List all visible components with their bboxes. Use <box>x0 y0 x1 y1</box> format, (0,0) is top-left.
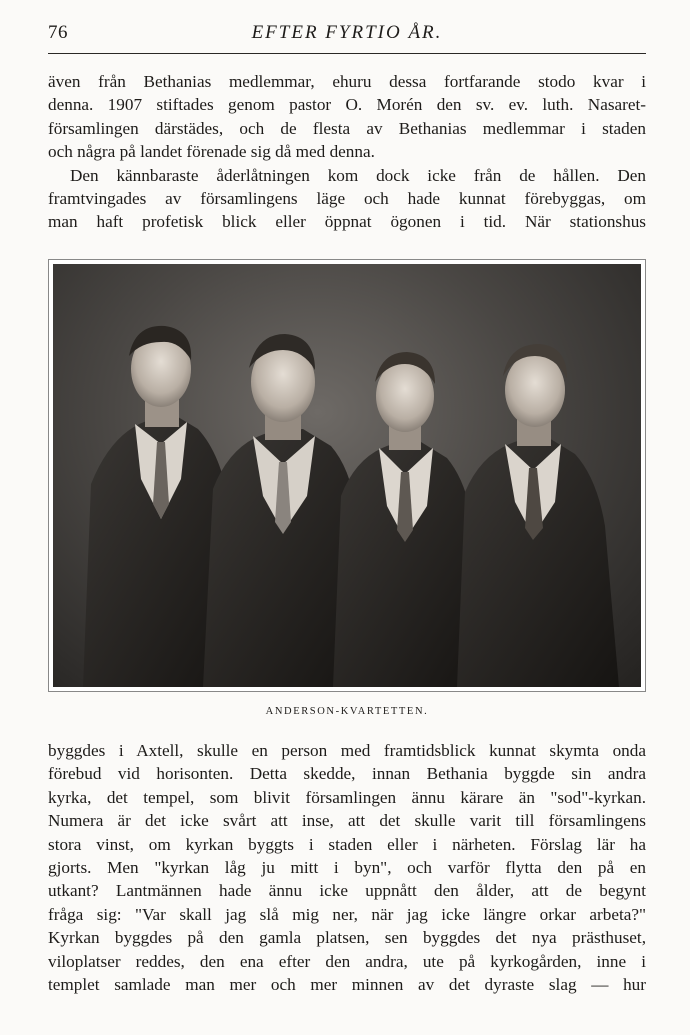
top-text-block <box>48 70 646 234</box>
text-line: Den kännbaraste åderlåtningen kom dock icke från de hållen. Den <box>70 165 646 185</box>
text-line: templet samlade man mer och mer minnen av det dyraste slag — hur <box>48 974 646 994</box>
page-number: 76 <box>48 22 68 43</box>
text-line: viloplatser reddes, den ena efter den andra, ute på kyrkogården, inne i <box>48 951 646 971</box>
text-line: och några på landet förenade sig då med denna. <box>48 142 375 162</box>
person-3 <box>333 352 481 687</box>
text-line: även från Bethanias medlemmar, ehuru dessa fortfarande stodo kvar i <box>48 72 646 91</box>
photo-frame <box>48 259 646 692</box>
text-line: man haft profetisk blick eller öppnat ögonen i tid. När stationshus <box>48 212 646 232</box>
header-rule <box>48 53 646 54</box>
text-line: byggdes i Axtell, skulle en person med framtidsblick kunnat skymta onda <box>48 741 646 760</box>
text-line: Kyrkan byggdes på den gamla platsen, sen byggdes det nya prästhuset, <box>48 928 646 948</box>
text-line: gjorts. Men "kyrkan låg ju mitt i byn", och varför flytta den på en <box>48 857 646 877</box>
quartet-photograph <box>53 264 641 687</box>
text-line: förebud vid horisonten. Detta skedde, innan Bethania byggde sin andra <box>48 764 646 784</box>
text-line: Numera är det icke svårt att inse, att det skulle varit till församlingens <box>48 811 646 831</box>
text-line: stora vinst, om kyrkan byggts i staden eller i närheten. Förslag lär ha <box>48 834 646 854</box>
page-header <box>48 20 646 48</box>
running-title: EFTER FYRTIO ÅR. <box>251 22 443 43</box>
person-4 <box>457 344 619 687</box>
bottom-text-block <box>48 739 646 996</box>
text-line: utkant? Lantmännen hade ännu icke uppnått den ålder, att de begynt <box>48 881 646 901</box>
text-line: framtvingades av församlingens läge och hade kunnat förebyggas, om <box>48 188 646 208</box>
text-line: denna. 1907 stiftades genom pastor O. Morén den sv. ev. luth. Nasaret- <box>48 95 646 115</box>
text-line: församlingen därstädes, och de flesta av Bethanias medlemmar i staden <box>48 118 646 138</box>
text-line: fråga sig: "Var skall jag slå mig ner, när jag icke längre orkar arbeta?" <box>48 904 646 924</box>
text-line: kyrka, det tempel, som blivit församlingen ännu kärare än "sod"-kyrkan. <box>48 787 646 807</box>
photo-caption: ANDERSON-KVARTETTEN. <box>265 706 429 717</box>
quartet-illustration <box>53 264 641 687</box>
